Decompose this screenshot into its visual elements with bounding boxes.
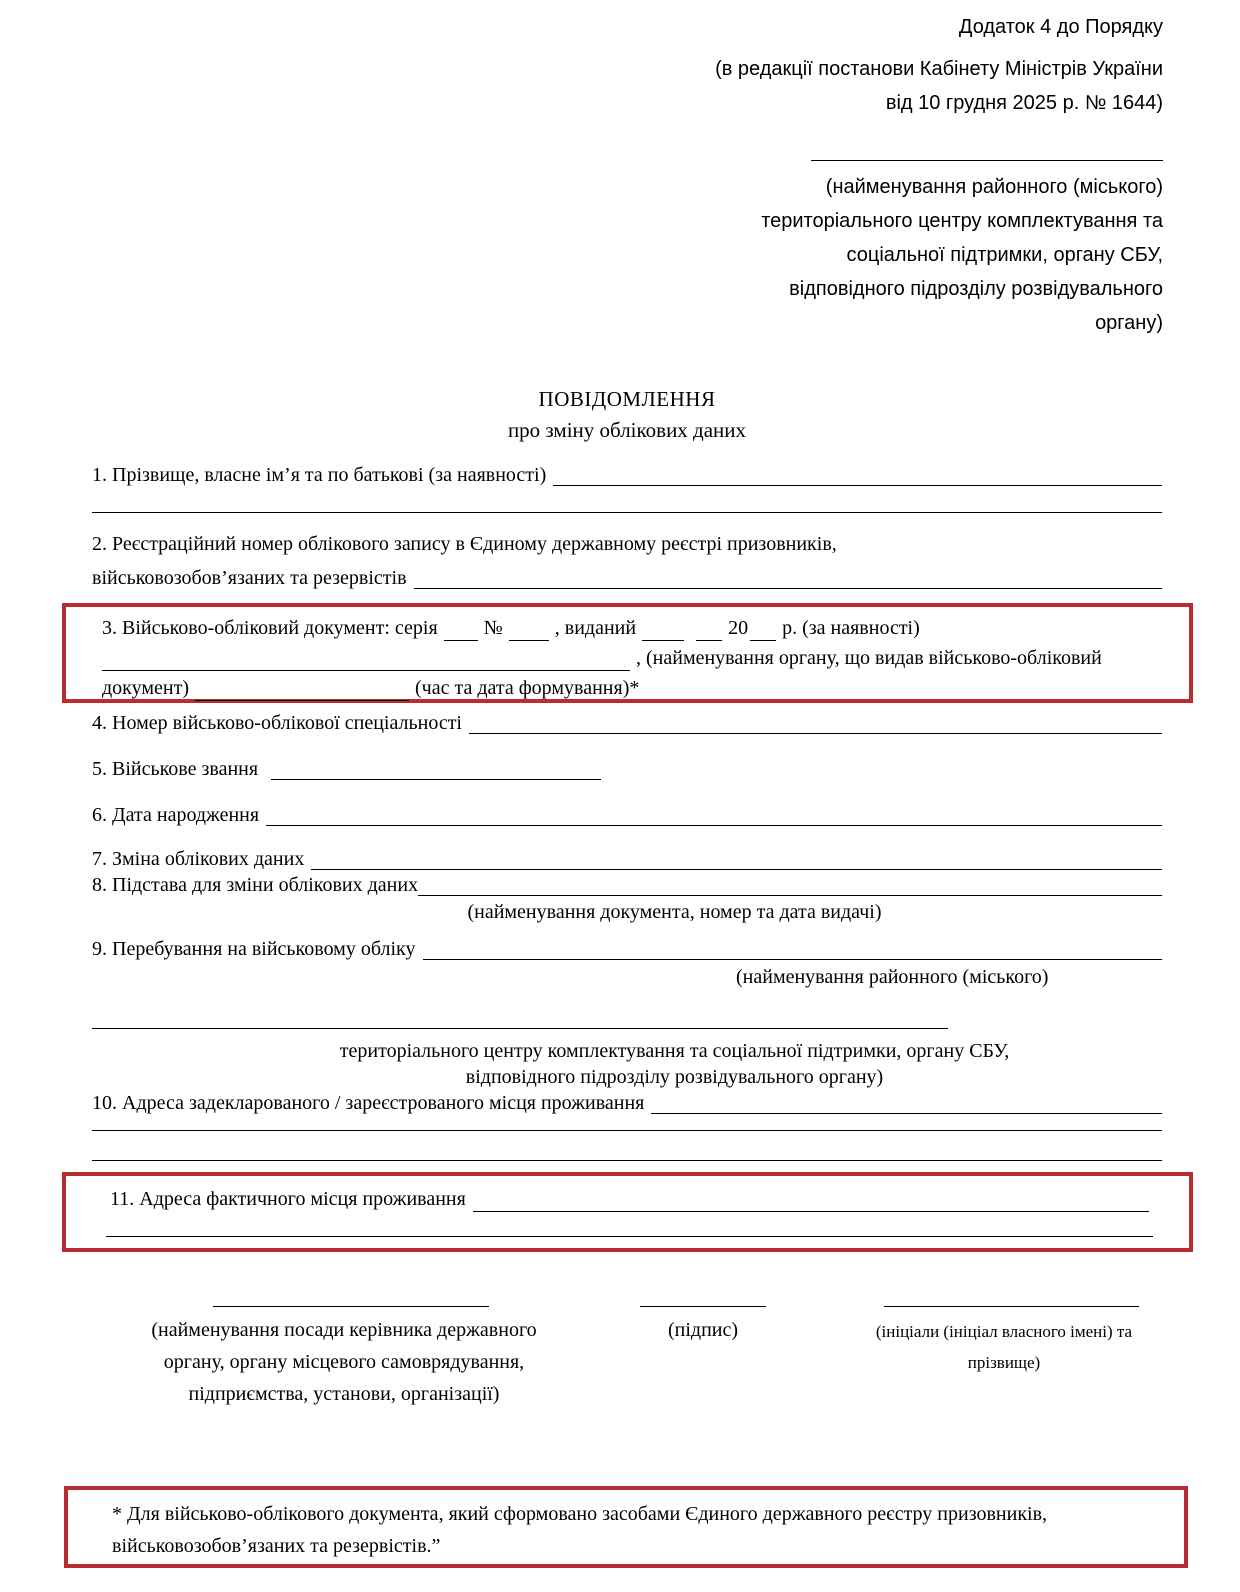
field-9-label: 9. Перебування на військовому обліку	[92, 938, 416, 960]
signature-caption-line: (ініціали (ініціал власного імені) та	[875, 1322, 1133, 1341]
field-2-label: військовозобов’язаних та резервістів	[92, 567, 407, 589]
field-8-caption: (найменування документа, номер та дата видачі)	[467, 901, 882, 923]
field-8	[92, 872, 1162, 898]
blank-field	[266, 801, 1162, 826]
blank-line	[106, 1236, 1153, 1237]
field-6-label: 6. Дата народження	[92, 804, 260, 826]
blank-line	[92, 1130, 1162, 1131]
signature-caption-line: прізвище)	[967, 1353, 1041, 1372]
header-block	[523, 10, 1163, 340]
blank-field	[473, 1187, 1149, 1212]
highlight-box-item11	[62, 1172, 1193, 1252]
blank-line	[92, 1160, 1162, 1161]
recipient-caption-line: органу)	[1095, 312, 1163, 334]
field-1	[92, 462, 1162, 488]
field-5-label: 5. Військове звання	[92, 758, 259, 780]
blank-field	[553, 461, 1162, 486]
blank-field	[444, 616, 478, 641]
signature-sign-line	[640, 1306, 766, 1307]
blank-field	[642, 616, 684, 641]
blank-field	[750, 616, 776, 641]
recipient-caption-line: відповідного підрозділу розвідувального	[789, 278, 1163, 300]
edition-line: (в редакції постанови Кабінету Міністрів України	[715, 58, 1163, 80]
field-3-seg: №	[483, 617, 503, 639]
recipient-blank-line	[523, 136, 1163, 170]
field-9	[92, 936, 1162, 962]
footnote-line2: військовозобов’язаних та резервістів.”	[112, 1535, 441, 1557]
field-3-line2	[102, 643, 1163, 673]
field-9-caption3: відповідного підрозділу розвідувального органу)	[465, 1066, 884, 1088]
signature-sign-caption: (підпис)	[667, 1319, 739, 1341]
recipient-caption-line: соціальної підтримки, органу СБУ,	[846, 244, 1163, 266]
field-8-label: 8. Підстава для зміни облікових даних	[92, 874, 419, 896]
appendix-label: Додаток 4 до Порядку	[958, 16, 1163, 38]
blank-field	[469, 709, 1162, 734]
recipient-caption-line: (найменування районного (міського)	[825, 176, 1163, 198]
field-3-seg: 20	[728, 617, 749, 639]
field-3-seg: р. (за наявності)	[782, 617, 920, 639]
blank-line	[92, 1028, 948, 1029]
order-date-line: від 10 грудня 2025 р. № 1644)	[885, 92, 1163, 114]
field-3-doc-label: документ)	[102, 677, 189, 699]
field-2-line1: 2. Реєстраційний номер облікового запису в Єдиному державному реєстрі призовників,	[92, 533, 837, 555]
blank-field	[696, 616, 722, 641]
signature-title-line	[213, 1306, 489, 1307]
blank-field	[311, 845, 1162, 870]
blank-field	[509, 616, 549, 641]
blank-field	[271, 755, 601, 780]
blank-field	[423, 935, 1163, 960]
recipient-caption-line: територіального центру комплектування та	[761, 210, 1163, 232]
footnote-line1: * Для військово-облікового документа, який сформовано засобами Єдиного державного реєстру призовників,	[112, 1503, 1048, 1525]
blank-line	[92, 512, 1162, 513]
field-1-label: 1. Прізвище, власне ім’я та по батькові (за наявності)	[92, 464, 547, 486]
highlight-box-item3	[62, 603, 1193, 703]
title-subtitle: про зміну облікових даних	[507, 418, 747, 442]
field-9-caption1: (найменування районного (міського)	[736, 966, 1049, 988]
field-3-time-caption: (час та дата формування)*	[414, 677, 640, 699]
highlight-box-footnote	[64, 1486, 1188, 1568]
signature-title-caption	[118, 1314, 570, 1410]
blank-field	[811, 136, 1163, 161]
field-4	[92, 710, 1162, 736]
field-11	[110, 1184, 1149, 1214]
signature-name-line	[884, 1306, 1139, 1307]
field-4-label: 4. Номер військово-облікової спеціальності	[92, 712, 462, 734]
field-6	[92, 802, 1162, 828]
signature-caption-line: органу, органу місцевого самоврядування,	[163, 1351, 525, 1373]
blank-field	[414, 564, 1162, 589]
field-3-issuer-caption: , (найменування органу, що видав військово-обліковий	[636, 647, 1102, 669]
field-11-label: 11. Адреса фактичного місця проживання	[110, 1188, 466, 1210]
field-7-label: 7. Зміна облікових даних	[92, 848, 305, 870]
blank-field	[651, 1089, 1162, 1114]
blank-field	[418, 871, 1162, 896]
field-2-line2	[92, 565, 1162, 591]
blank-field	[102, 646, 630, 671]
field-3-line3	[102, 673, 1163, 703]
field-5	[92, 756, 1162, 782]
signature-caption-line: підприємства, установи, організації)	[188, 1383, 500, 1405]
field-3-line1	[102, 613, 1163, 643]
field-3-seg: , виданий	[554, 617, 637, 639]
signature-name-caption	[848, 1316, 1160, 1378]
field-9-caption2: територіального центру комплектування та соціальної підтримки, органу СБУ,	[339, 1040, 1010, 1062]
field-3-label: 3. Військово-обліковий документ: серія	[102, 617, 438, 639]
field-10-label: 10. Адреса задекларованого / зареєстрованого місця проживання	[92, 1092, 645, 1114]
field-10	[92, 1090, 1162, 1116]
field-7	[92, 846, 1162, 872]
title-main: ПОВІДОМЛЕННЯ	[538, 387, 716, 411]
blank-field	[195, 676, 409, 701]
document-title	[92, 384, 1162, 446]
signature-caption-line: (найменування посади керівника державного	[151, 1319, 537, 1341]
